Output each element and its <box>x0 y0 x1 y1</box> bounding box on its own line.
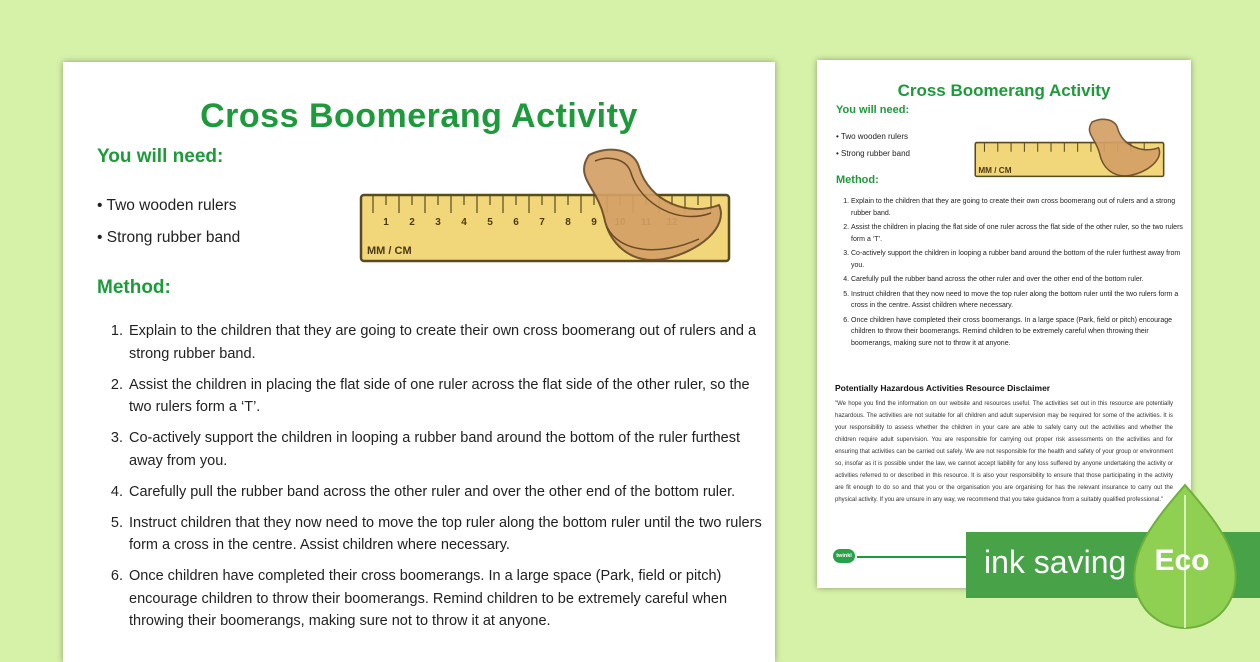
page-title: Cross Boomerang Activity <box>200 97 638 135</box>
method-step: 5. Instruct children that they now need to move the top ruler along the bottom ruler until the two rulers form a cross in the centre. Assist children where necessary. <box>127 512 767 557</box>
method-step: 3. Co-actively support the children in looping a rubber band around the bottom of the ruler furthest away from you. <box>851 248 1185 271</box>
list-item: • Two wooden rulers <box>97 197 237 214</box>
ink-saving-label: ink saving <box>984 544 1127 580</box>
disclaimer-heading: Potentially Hazardous Activities Resource Disclaimer <box>835 383 1051 393</box>
ruler-with-rubber-band-illustration <box>359 147 739 272</box>
twinkl-logo: twinkl <box>833 549 855 563</box>
worksheet-page-large <box>63 62 775 662</box>
ruler-number: 8 <box>565 217 571 228</box>
ruler-with-rubber-band-illustration <box>974 118 1169 182</box>
ruler-number: 1 <box>383 217 389 228</box>
ruler-number: 5 <box>487 217 493 228</box>
list-item: • Strong rubber band <box>97 229 241 246</box>
method-step: 6. Once children have completed their cross boomerangs. In a large space (Park, field or pitch) encourage children to throw their boomerangs. Remind children to be extremely careful when throwing their boomerangs, making sure not to throw it at anyone. <box>851 315 1185 350</box>
method-steps <box>107 320 767 641</box>
needs-list <box>836 128 910 162</box>
you-will-need-heading: You will need: <box>97 146 224 167</box>
method-step: 2. Assist the children in placing the flat side of one ruler across the flat side of the other ruler, so the two rulers form a ‘T’. <box>851 222 1185 245</box>
list-item: • Two wooden rulers <box>836 132 909 141</box>
list-item: • Strong rubber band <box>836 149 910 158</box>
ruler-number: 3 <box>435 217 441 228</box>
needs-list <box>97 190 240 254</box>
method-heading: Method: <box>836 174 879 186</box>
method-step: 3. Co-actively support the children in looping a rubber band around the bottom of the ruler furthest away from you. <box>127 427 767 472</box>
method-step: 1. Explain to the children that they are going to create their own cross boomerang out of rulers and a strong rubber band. <box>851 196 1185 219</box>
method-step: 6. Once children have completed their cross boomerangs. In a large space (Park, field or pitch) encourage children to throw their boomerangs. Remind children to be extremely careful when throwing their boomerangs, making sure not to throw it at anyone. <box>127 565 767 633</box>
ruler-unit-label: MM / CM <box>367 245 412 257</box>
ruler-number: 7 <box>539 217 545 228</box>
method-heading: Method: <box>97 277 171 298</box>
eco-leaf-badge <box>1120 480 1250 635</box>
method-step: 1. Explain to the children that they are going to create their own cross boomerang out of rulers and a strong rubber band. <box>127 320 767 365</box>
method-steps <box>839 196 1185 352</box>
disclaimer-text: "We hope you find the information on our website and resources useful. The activities set out in this resource are potentially hazardous. The activities are not suitable for all children and adult supervision may be required for some of the activities. It is your responsibility to assess whether the children in your care are able to safely carry out the activities and whether the children require adult supervision. You are responsible for carrying out proper risk assessments on the activities and for ensuring that activities can be carried out safely. We are not responsible for the health and safety of your group or environment so, insofar as it is possible under the law, we cannot accept liability for any loss suffered by anyone undertaking the activity or activities referred to or described in this resource. It is also your responsibility to ensure that those participating in the activity are fit enough to do so and that you or the organisation you are organising for has the relevant insurance to carry out the physical activity. If you are unsure in any way, we recommend that you take guidance from a suitably qualified professional." <box>835 401 1173 503</box>
method-step: 4. Carefully pull the rubber band across the other ruler and over the other end of the bottom ruler. <box>851 274 1185 286</box>
method-step: 2. Assist the children in placing the flat side of one ruler across the flat side of the other ruler, so the two rulers form a ‘T’. <box>127 374 767 419</box>
ruler-number: 9 <box>591 217 597 228</box>
ruler-number: 4 <box>461 217 467 228</box>
ruler-number: 6 <box>513 217 519 228</box>
you-will-need-heading: You will need: <box>836 104 910 116</box>
eco-label: Eco <box>1154 544 1210 577</box>
method-step: 5. Instruct children that they now need to move the top ruler along the bottom ruler until the two rulers form a cross in the centre. Assist children where necessary. <box>851 289 1185 312</box>
ruler-number: 2 <box>409 217 415 228</box>
method-step: 4. Carefully pull the rubber band across the other ruler and over the other end of the bottom ruler. <box>127 481 767 504</box>
page-title: Cross Boomerang Activity <box>897 81 1111 100</box>
ruler-unit-label: MM / CM <box>978 165 1012 175</box>
